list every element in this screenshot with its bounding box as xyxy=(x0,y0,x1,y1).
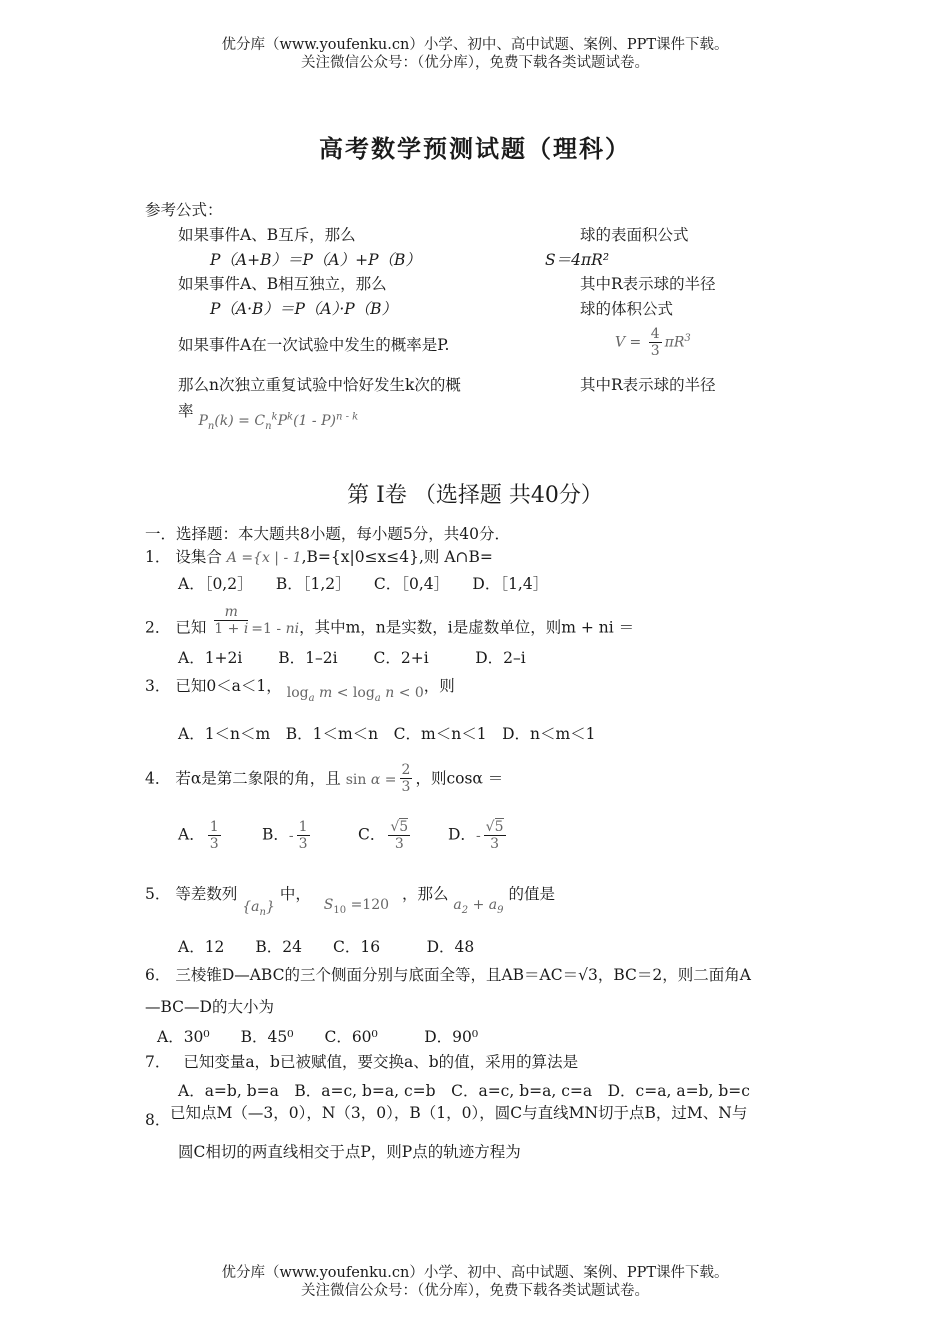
q3-stem-a: 已知0＜a＜1， xyxy=(175,677,282,695)
question-4 xyxy=(145,764,503,795)
q1-set-a: A ={x | - 1 xyxy=(226,550,302,566)
q8-line2: 圆C相切的两直线相交于点P，则P点的轨迹方程为 xyxy=(178,1143,521,1161)
q5-stem-d: 的值是 xyxy=(508,885,555,903)
q2-options: A．1+2i B．1–2i C．2+i D．2–i xyxy=(178,649,526,667)
q7-number: 7． xyxy=(145,1053,171,1071)
q4-option-a-label: A． xyxy=(178,825,205,844)
formula-left-2: P（A+B）＝P（A）+P（B） xyxy=(210,251,421,269)
q4-number: 4． xyxy=(145,769,171,788)
q8-line1: 已知点M（—3，0），N（3，0），B（1，0），圆C与直线MN切于点B，过M、N与 xyxy=(170,1104,748,1122)
q5-target-expression: $a_2 + a_9$ xyxy=(453,897,504,916)
formula-right-1: 球的表面积公式 xyxy=(580,226,689,244)
formula-right-2: S＝4πR² xyxy=(545,251,610,269)
section-title: 第 Ⅰ卷 （选择题 共40分） xyxy=(347,483,603,508)
footer-line-2: 关注微信公众号：（优分库），免费下载各类试题试卷。 xyxy=(301,1283,649,1299)
q4-option-c-label: C． xyxy=(358,825,386,844)
q5-sequence-symbol: $\{a_n\}$ xyxy=(242,899,275,918)
q2-stem-b: ，其中m，n是实数，i是虚数单位，则m + ni ＝ xyxy=(299,618,635,637)
q8-number: 8． xyxy=(145,1111,171,1129)
q3-log-inequality: $\log_a m < \log_a n < 0$ xyxy=(286,685,424,704)
formula-right-6: 其中R表示球的半径 xyxy=(580,376,716,394)
q3-number: 3． xyxy=(145,677,171,695)
question-6 xyxy=(145,968,751,984)
formula-left-4: P（A·B）＝P（A）·P（B） xyxy=(210,300,398,318)
question-3 xyxy=(145,677,455,704)
q5-stem-a: 等差数列 xyxy=(175,885,238,903)
question-2 xyxy=(145,604,635,644)
sphere-volume-formula: V = $\frac{4}{3}$ $\pi R^3$ xyxy=(615,326,691,359)
page-title: 高考数学预测试题（理科） xyxy=(319,134,631,163)
q4-option-d-value: - $\frac{√5}{3}$ xyxy=(475,819,504,852)
q4-option-d xyxy=(448,820,509,851)
q5-stem-b: 中， xyxy=(279,885,311,903)
q1-stem-b: ,B={x|0≤x≤4},则 A∩B= xyxy=(301,548,493,566)
q1-stem-a: 设集合 xyxy=(175,548,222,566)
q4-stem-b: ，则cosα ＝ xyxy=(415,769,504,788)
q1-options: A．［0,2］ B．［1,2］ C．［0,4］ D．［1,4］ xyxy=(178,575,549,593)
q4-option-b xyxy=(262,820,313,851)
question-1 xyxy=(145,550,493,566)
q7-options: A．a=b, b=a B．a=c, b=a, c=b C．a=c, b=a, c=a D．c=a, a=b, b=c xyxy=(178,1082,750,1100)
q4-option-c xyxy=(358,820,413,851)
q5-sum-condition: $S_{10} =120$ xyxy=(323,897,390,916)
q4-option-b-label: B． xyxy=(262,825,289,844)
q6-line1: 三棱锥D—ABC的三个侧面分别与底面全等，且AB＝AC＝√3，BC＝2，则二面角A xyxy=(175,966,751,984)
q4-option-c-value: $\frac{√5}{3}$ xyxy=(390,819,409,852)
q4-option-a-value: $\frac{1}{3}$ xyxy=(209,819,219,852)
formula-right-3: 其中R表示球的半径 xyxy=(580,275,716,293)
header-line-1: 优分库（www.youfenku.cn）小学、初中、高中试题、案例、PPT课件下载。 xyxy=(221,37,729,53)
question-5 xyxy=(145,885,555,918)
instruction: 一．选择题：本大题共8小题，每小题5分，共40分． xyxy=(145,525,510,543)
q4-stem-a: 若α是第二象限的角，且 xyxy=(175,769,341,788)
formulas-heading: 参考公式： xyxy=(145,201,223,219)
q3-stem-b: ，则 xyxy=(423,677,455,695)
q4-option-b-value: - $\frac{1}{3}$ xyxy=(288,819,308,852)
q2-equation: $\frac{m}{1 + i}$ =1 - ni xyxy=(214,604,300,637)
formula-right-4: 球的体积公式 xyxy=(580,300,674,318)
q5-stem-c: ，那么 xyxy=(401,885,449,903)
q5-options: A．12 B．24 C．16 D．48 xyxy=(178,938,475,956)
header-line-2: 关注微信公众号：（优分库），免费下载各类试题试卷。 xyxy=(301,55,649,71)
q4-option-d-label: D． xyxy=(448,825,476,844)
q6-options: A．30⁰ B．45⁰ C．60⁰ D．90⁰ xyxy=(157,1028,479,1046)
q1-number: 1． xyxy=(145,548,171,566)
q2-number: 2． xyxy=(145,618,171,637)
q6-line2: —BC—D的大小为 xyxy=(145,998,274,1016)
q4-sine-value: sin α = $\frac{2}{3}$ xyxy=(345,762,411,795)
formula-left-7-label: 率 xyxy=(178,402,194,420)
question-7 xyxy=(145,1055,578,1071)
formula-left-5: 如果事件A在一次试验中发生的概率是P. xyxy=(178,336,450,354)
binomial-formula: $P_n(k) = C_n^kP^k(1 - P)^{n - k}$ xyxy=(198,411,359,432)
formula-left-6: 那么n次独立重复试验中恰好发生k次的概 xyxy=(178,376,461,394)
q7-stem: 已知变量a，b已被赋值，要交换a、b的值，采用的算法是 xyxy=(183,1053,579,1071)
q4-option-a xyxy=(178,820,224,851)
q3-options: A．1＜n＜m B．1＜m＜n C．m＜n＜1 D．n＜m＜1 xyxy=(178,725,596,743)
q5-number: 5． xyxy=(145,885,171,903)
formula-left-7 xyxy=(178,402,359,432)
q6-number: 6． xyxy=(145,966,171,984)
footer-line-1: 优分库（www.youfenku.cn）小学、初中、高中试题、案例、PPT课件下载。 xyxy=(221,1265,729,1281)
formula-left-1: 如果事件A、B互斥，那么 xyxy=(178,226,356,244)
q2-stem-a: 已知 xyxy=(175,618,207,637)
formula-left-3: 如果事件A、B相互独立，那么 xyxy=(178,275,387,293)
